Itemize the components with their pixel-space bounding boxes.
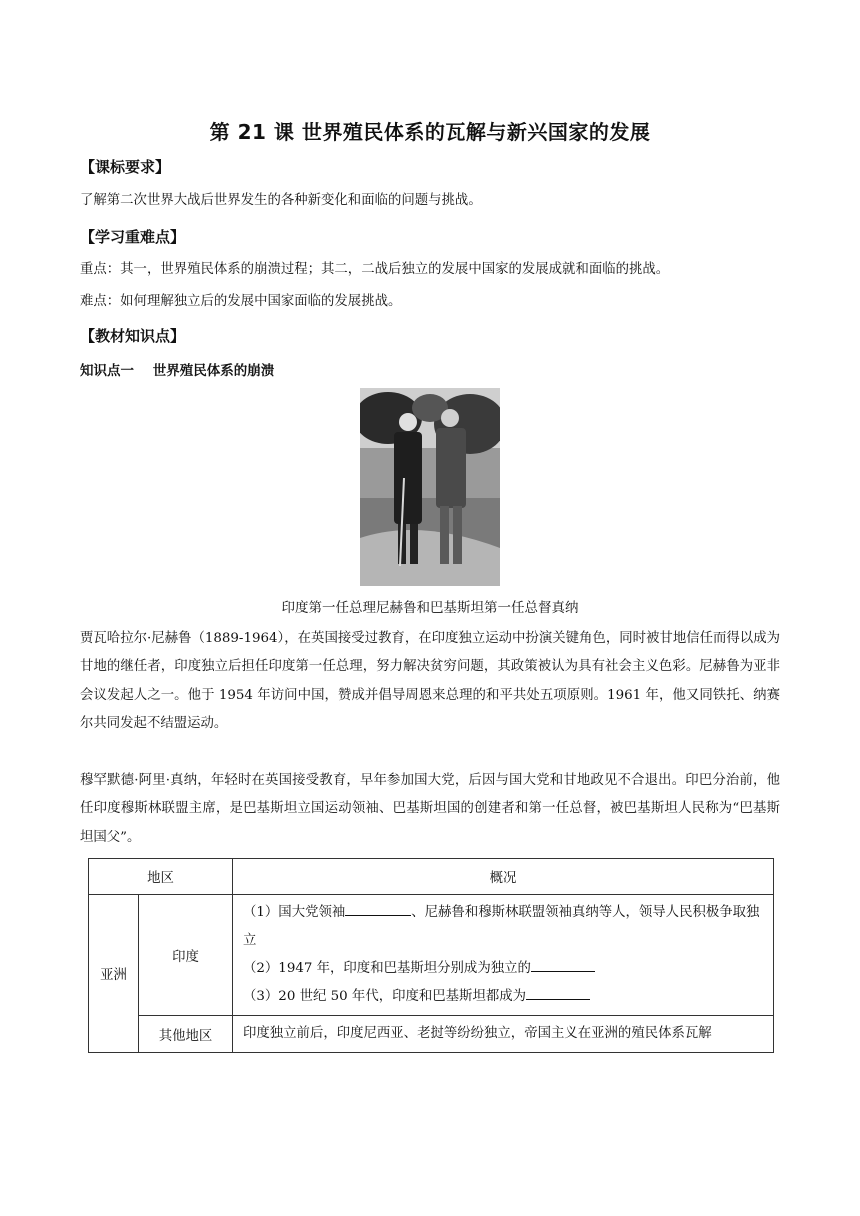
region-asia: 亚洲	[89, 895, 139, 1053]
page-title: 第 21 课 世界殖民体系的瓦解与新兴国家的发展	[209, 120, 651, 144]
fill-blank-1[interactable]	[345, 901, 411, 916]
heading-focus: 【学习重难点】	[80, 228, 186, 246]
focus-difficulty: 难点：如何理解独立后的发展中国家面临的发展挑战。	[80, 294, 402, 309]
header-region: 地区	[89, 859, 233, 895]
sub-region-other: 其他地区	[139, 1016, 233, 1053]
historical-photo	[360, 388, 500, 586]
photo-caption: 印度第一任总理尼赫鲁和巴基斯坦第一任总督真纳	[281, 600, 579, 616]
heading-knowledge: 【教材知识点】	[80, 327, 186, 345]
bio-jinnah: 穆罕默德·阿里·真纳，年轻时在英国接受教育，早年参加国大党，后因与国大党和甘地政见不合退出。印巴分治前，他任印度穆斯林联盟主席，是巴基斯坦立国运动领袖、巴基斯坦国的创建者和第一任总督，被巴基斯坦人民称为“巴基斯坦国父”。	[80, 773, 780, 845]
table-row-india	[89, 895, 774, 1016]
india-item-1: （1）国大党领袖 、尼赫鲁和穆斯林联盟领袖真纳等人，领导人民积极争取独立	[243, 899, 763, 955]
curriculum-text: 了解第二次世界大战后世界发生的各种新变化和面临的问题与挑战。	[80, 193, 482, 208]
table-row-other	[89, 1016, 774, 1053]
knowledge-point-title: 知识点一 世界殖民体系的崩溃	[80, 363, 275, 379]
india-item-2: （2）1947 年，印度和巴基斯坦分别成为独立的	[243, 955, 763, 983]
focus-key-point: 重点：其一，世界殖民体系的崩溃过程；其二，二战后独立的发展中国家的发展成就和面临的挑战。	[80, 262, 670, 277]
table-header-row	[89, 859, 774, 895]
bio-nehru: 贾瓦哈拉尔·尼赫鲁（1889-1964），在英国接受过教育，在印度独立运动中扮演关键角色，同时被甘地信任而得以成为甘地的继任者，印度独立后担任印度第一任总理，努力解决贫穷问题，其政策被认为具有社会主义色彩。尼赫鲁为亚非会议发起人之一。他于 1954 年访问中国，赞成并倡导周恩来总理的和平共处五项原则。1961 年，他又同铁托、纳赛尔共同发起不结盟运动。	[80, 631, 780, 732]
heading-curriculum: 【课标要求】	[80, 158, 171, 176]
india-item-3: （3）20 世纪 50 年代，印度和巴基斯坦都成为	[243, 983, 763, 1011]
fill-blank-2[interactable]	[531, 957, 595, 972]
other-overview: 印度独立前后，印度尼西亚、老挝等纷纷独立，帝国主义在亚洲的殖民体系瓦解	[233, 1016, 774, 1053]
fill-blank-3[interactable]	[526, 985, 590, 1000]
photo-image	[360, 388, 500, 586]
header-overview: 概况	[233, 859, 774, 895]
knowledge-table	[88, 858, 774, 1053]
sub-region-india: 印度	[139, 895, 233, 1016]
india-overview	[233, 895, 774, 1016]
